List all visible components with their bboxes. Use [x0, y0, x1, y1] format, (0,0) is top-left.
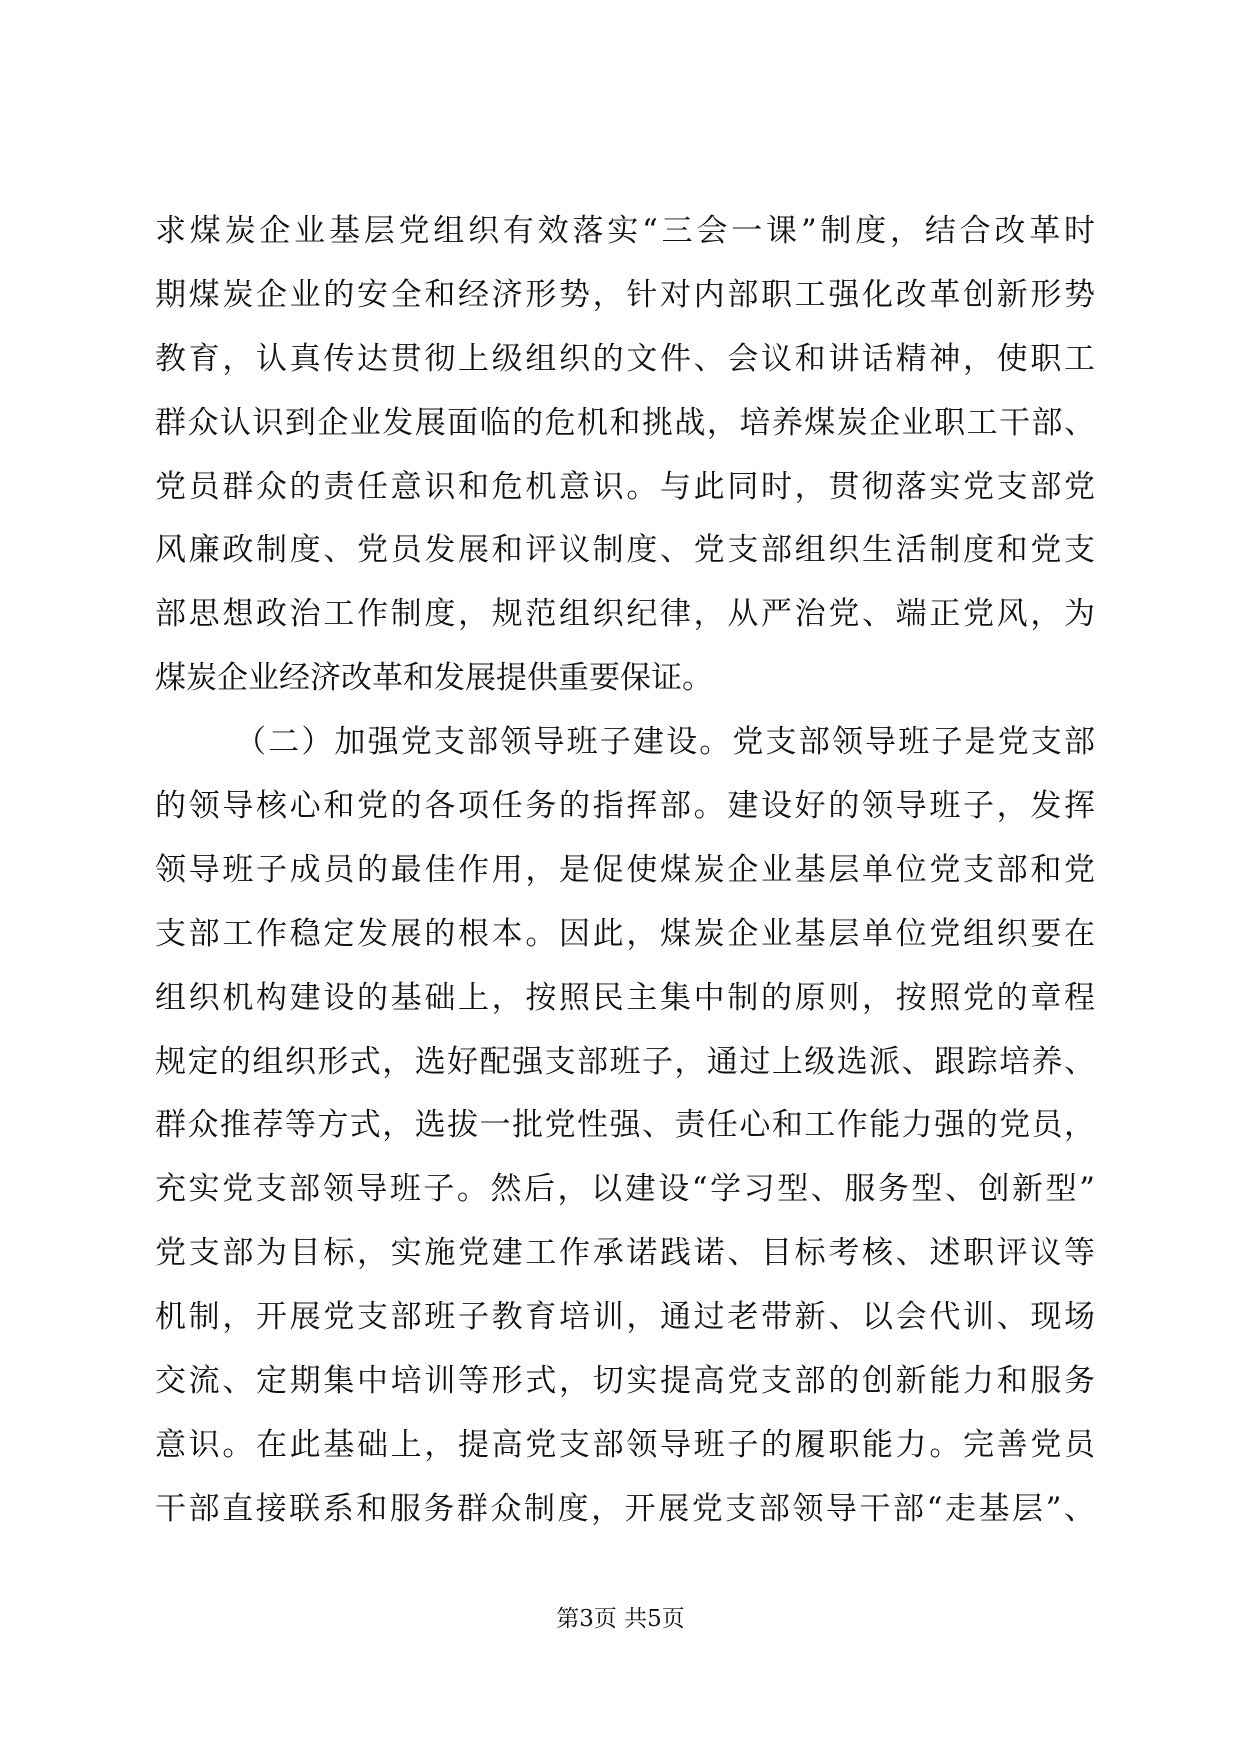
- text-line: 群众推荐等方式，选拔一批党性强、责任心和工作能力强的党员，: [155, 1107, 1095, 1144]
- text-line: 规定的组织形式，选好配强支部班子，通过上级选派、跟踪培养、: [155, 1043, 1095, 1080]
- text-line: 组织机构建设的基础上，按照民主集中制的原则，按照党的章程: [155, 979, 1095, 1016]
- page-number-footer: 第3页 共5页: [556, 1606, 685, 1632]
- text-line: 党员群众的责任意识和危机意识。与此同时，贯彻落实党支部党: [155, 468, 1095, 505]
- text-line: 充实党支部领导班子。然后，以建设“学习型、服务型、创新型”: [155, 1171, 1095, 1208]
- text-line: 风廉政制度、党员发展和评议制度、党支部组织生活制度和党支: [155, 532, 1095, 569]
- text-line: 的领导核心和党的各项任务的指挥部。建设好的领导班子，发挥: [155, 788, 1095, 825]
- paragraph-start-line: （二）加强党支部领导班子建设。党支部领导班子是党支部: [235, 724, 1095, 761]
- text-line: 求煤炭企业基层党组织有效落实“三会一课”制度，结合改革时: [155, 213, 1095, 249]
- text-line: 交流、定期集中培训等形式，切实提高党支部的创新能力和服务: [155, 1363, 1095, 1400]
- text-line: 意识。在此基础上，提高党支部领导班子的履职能力。完善党员: [155, 1426, 1095, 1463]
- text-line: 干部直接联系和服务群众制度，开展党支部领导干部“走基层”、: [155, 1490, 1095, 1527]
- text-line: 教育，认真传达贯彻上级组织的文件、会议和讲话精神，使职工: [155, 340, 1095, 377]
- text-line: 煤炭企业经济改革和发展提供重要保证。: [155, 660, 713, 697]
- text-line: 党支部为目标，实施党建工作承诺践诺、目标考核、述职评议等: [155, 1235, 1095, 1272]
- text-line: 机制，开展党支部班子教育培训，通过老带新、以会代训、现场: [155, 1299, 1095, 1336]
- text-line: 群众认识到企业发展面临的危机和挑战，培养煤炭企业职工干部、: [155, 404, 1095, 441]
- document-body: [155, 200, 1095, 1542]
- text-line: 部思想政治工作制度，规范组织纪律，从严治党、端正党风，为: [155, 596, 1095, 633]
- text-line: 领导班子成员的最佳作用，是促使煤炭企业基层单位党支部和党: [155, 851, 1095, 888]
- text-line: 支部工作稳定发展的根本。因此，煤炭企业基层单位党组织要在: [155, 915, 1095, 952]
- text-line: 期煤炭企业的安全和经济形势，针对内部职工强化改革创新形势: [155, 276, 1095, 313]
